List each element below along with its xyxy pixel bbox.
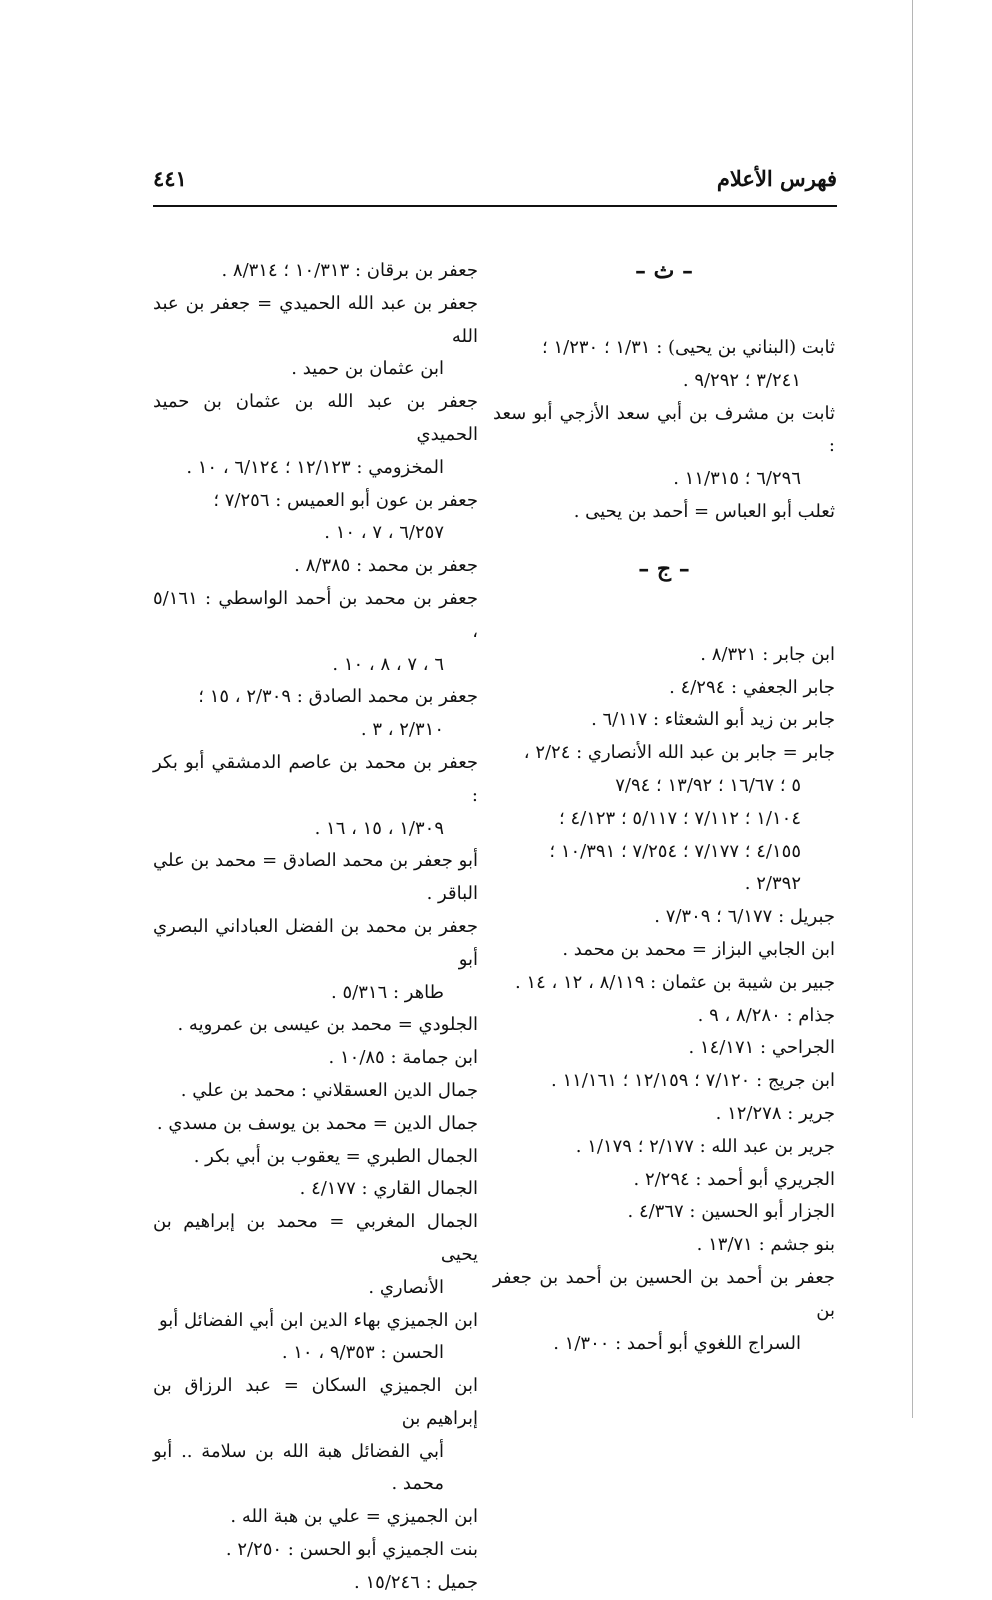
entry-line: جبريل : ٦/١٧٧ ؛ ٧/٣٠٩ . <box>654 906 835 928</box>
index-entry <box>153 1042 478 1075</box>
index-entry <box>153 255 478 288</box>
index-entry <box>153 1534 478 1567</box>
entry-line: ابن جمامة : ١٠/٨٥ . <box>328 1047 478 1069</box>
index-entry <box>493 1196 835 1229</box>
index-entry <box>493 672 835 705</box>
entry-line: جرير بن عبد الله : ٢/١٧٧ ؛ ١/١٧٩ . <box>575 1135 835 1157</box>
entry-line: جذام : ٨/٢٨٠ ، ٩ . <box>697 1004 835 1026</box>
index-entry <box>493 398 835 496</box>
index-entry <box>153 1501 478 1534</box>
page-number: ٤٤١ <box>153 166 187 191</box>
entry-line: جعفر بن محمد : ٨/٣٨٥ . <box>294 555 478 577</box>
entry-line: ابن الجميزي بهاء الدين ابن أبي الفضائل أبو <box>159 1309 478 1331</box>
entry-continuation-line: أبي الفضائل هبة الله بن سلامة .. أبو محمد . <box>153 1440 444 1495</box>
index-entry <box>153 1009 478 1042</box>
entry-line: ابن الجابي البزاز = محمد بن محمد . <box>562 938 835 960</box>
entry-line: ثابت (البناني بن يحيى) : ١/٣١ ؛ ١/٢٣٠ ؛ <box>542 337 835 358</box>
entry-line: ابن الجميزي السكان = عبد الرزاق بن إبراهيم بن <box>153 1375 478 1429</box>
tha-entry-list <box>493 332 835 529</box>
entry-line: ابن الجميزي = علي بن هبة الله . <box>230 1506 478 1528</box>
section-gap <box>493 597 835 639</box>
index-entry <box>153 485 478 551</box>
entry-continuation-line: ٥ ؛ ١٦/٦٧ ؛ ١٣/٩٢ ؛ ٧/٩٤ <box>615 774 801 796</box>
entry-line: ابن جابر : ٨/٣٢١ . <box>700 643 835 665</box>
entry-continuation-line: ٤/١٥٥ ؛ ٧/١٧٧ ؛ ٧/٢٥٤ ؛ ١٠/٣٩١ ؛ <box>549 840 801 862</box>
section-heading-jim: – ج – <box>638 555 690 582</box>
index-entry <box>493 1164 835 1197</box>
entry-line: الجمال الطبري = يعقوب بن أبي بكر . <box>193 1145 478 1167</box>
entry-continuation-line: ٦/٢٥٧ ، ٧ ، ١٠ . <box>324 522 444 544</box>
entry-line: جابر الجعفي : ٤/٢٩٤ . <box>669 676 835 698</box>
entry-line: بنت الجميزي أبو الحسن : ٢/٢٥٠ . <box>225 1539 478 1561</box>
entry-continuation-line: المخزومي : ١٢/١٢٣ ؛ ٦/١٢٤ ، ١٠ . <box>186 456 444 478</box>
entry-line: الجمال المغربي = محمد بن إبراهيم بن يحيى <box>153 1211 478 1265</box>
page-edge-line <box>912 0 913 1418</box>
entry-line: جعفر بن محمد بن عاصم الدمشقي أبو بكر : <box>153 751 478 806</box>
entry-line: الجزار أبو الحسين : ٤/٣٦٧ . <box>627 1201 835 1223</box>
entry-continuation-line: الحسن : ٩/٣٥٣ ، ١٠ . <box>281 1342 444 1364</box>
index-entry <box>153 386 478 484</box>
index-entry <box>153 681 478 747</box>
entry-line: جابر بن زيد أبو الشعثاء : ٦/١١٧ . <box>591 709 835 731</box>
index-entry <box>493 1229 835 1262</box>
entry-line: الجراحي : ١٤/١٧١ . <box>688 1037 835 1059</box>
index-entry <box>493 704 835 737</box>
index-entry <box>153 845 478 911</box>
section-gap <box>493 288 835 332</box>
entry-continuation-line: ٣/٢٤١ ؛ ٩/٢٩٢ . <box>682 369 801 391</box>
entry-continuation-line: ١/١٠٤ ؛ ٧/١١٢ ؛ ٥/١١٧ ؛ ٤/١٢٣ ؛ <box>559 807 801 829</box>
index-entry <box>153 1141 478 1174</box>
section-heading-tha: – ث – <box>634 258 694 284</box>
index-entry <box>153 1567 478 1600</box>
index-entry <box>153 1173 478 1206</box>
entry-continuation-line: طاهر : ٥/٣١٦ . <box>331 981 444 1003</box>
left-entry-list <box>153 255 478 1600</box>
entry-line: أبو جعفر بن محمد الصادق = محمد بن علي الباقر . <box>153 850 478 905</box>
entry-line: جعفر بن برقان : ١٠/٣١٣ ؛ ٨/٣١٤ . <box>221 260 478 281</box>
index-entry <box>153 550 478 583</box>
entry-line: جعفر بن عون أبو العميس : ٧/٢٥٦ ؛ <box>213 489 478 511</box>
index-entry <box>153 1305 478 1371</box>
entry-line: ثعلب أبو العباس = أحمد بن يحيى . <box>573 500 835 522</box>
entry-line: جعفر بن محمد بن الفضل العباداني البصري أبو <box>153 915 478 970</box>
index-entry <box>493 1032 835 1065</box>
index-entry <box>493 1000 835 1033</box>
page-header <box>153 160 837 206</box>
entry-continuation-line: ٢/٣٩٢ . <box>744 873 801 895</box>
entry-line: جبير بن شيبة بن عثمان : ٨/١١٩ ، ١٢ ، ١٤ . <box>514 971 835 993</box>
entry-line: جعفر بن محمد الصادق : ٢/٣٠٩ ، ١٥ ؛ <box>198 686 478 708</box>
entry-continuation-line: ١/٣٠٩ ، ١٥ ، ١٦ . <box>314 817 444 839</box>
index-entry <box>493 332 835 398</box>
jim-entry-list <box>493 639 835 1361</box>
index-entry <box>493 1262 835 1360</box>
index-entry <box>153 288 478 386</box>
entry-line: الجلودي = محمد بن عيسى بن عمرويه . <box>177 1014 478 1036</box>
index-entry <box>153 911 478 1009</box>
entry-continuation-line: ٢/٣١٠ ، ٣ . <box>360 719 444 741</box>
header-rule <box>153 205 837 207</box>
entry-line: جمال الدين العسقلاني : محمد بن علي . <box>180 1079 478 1101</box>
entry-line: بنو جشم : ١٣/٧١ . <box>696 1234 835 1256</box>
entry-continuation-line: الأنصاري . <box>368 1276 444 1298</box>
entry-line: جرير : ١٢/٢٧٨ . <box>715 1102 835 1124</box>
right-column <box>493 255 835 1360</box>
index-entry <box>493 737 835 901</box>
entry-line: الجمال القاري : ٤/١٧٧ . <box>299 1178 478 1200</box>
index-entry <box>493 639 835 672</box>
entry-line: جعفر بن أحمد بن الحسين بن أحمد بن جعفر بن <box>493 1266 835 1321</box>
entry-line: الجريري أبو أحمد : ٢/٢٩٤ . <box>633 1168 835 1190</box>
entry-line: جعفر بن عبد الله بن عثمان بن حميد الحميدي <box>153 391 478 445</box>
entry-line: جابر = جابر بن عبد الله الأنصاري : ٢/٢٤ ، <box>523 742 835 764</box>
index-entry <box>493 1131 835 1164</box>
entry-line: جعفر بن محمد بن أحمد الواسطي : ٥/١٦١ ، <box>153 587 478 642</box>
index-entry <box>493 901 835 934</box>
index-entry <box>153 1108 478 1141</box>
index-entry <box>493 934 835 967</box>
entry-continuation-line: ٦/٢٩٦ ؛ ١١/٣١٥ . <box>673 468 801 490</box>
entry-continuation-line: السراج اللغوي أبو أحمد : ١/٣٠٠ . <box>553 1332 801 1354</box>
index-entry <box>493 1098 835 1131</box>
index-entry <box>153 583 478 681</box>
entry-line: ابن جريج : ٧/١٢٠ ؛ ١٢/١٥٩ ؛ ١١/١٦١ . <box>551 1070 835 1092</box>
index-entry <box>493 1065 835 1098</box>
index-entry <box>153 1370 478 1501</box>
entry-continuation-line: ابن عثمان بن حميد . <box>291 358 444 380</box>
entry-line: جمال الدين = محمد بن يوسف بن مسدي . <box>156 1112 478 1134</box>
running-title: فهرس الأعلام <box>716 166 837 191</box>
index-entry <box>493 967 835 1000</box>
index-entry <box>493 496 835 529</box>
index-entry <box>153 747 478 845</box>
entry-line: جعفر بن عبد الله الحميدي = جعفر بن عبد الله <box>153 292 478 347</box>
index-entry <box>153 1075 478 1108</box>
left-column <box>153 255 478 1600</box>
entry-line: جميل : ١٥/٢٤٦ . <box>354 1571 478 1593</box>
entry-line: ثابت بن مشرف بن أبي سعد الأزجي أبو سعد : <box>493 402 835 457</box>
index-entry <box>153 1206 478 1304</box>
entry-continuation-line: ٦ ، ٧ ، ٨ ، ١٠ . <box>332 653 444 675</box>
